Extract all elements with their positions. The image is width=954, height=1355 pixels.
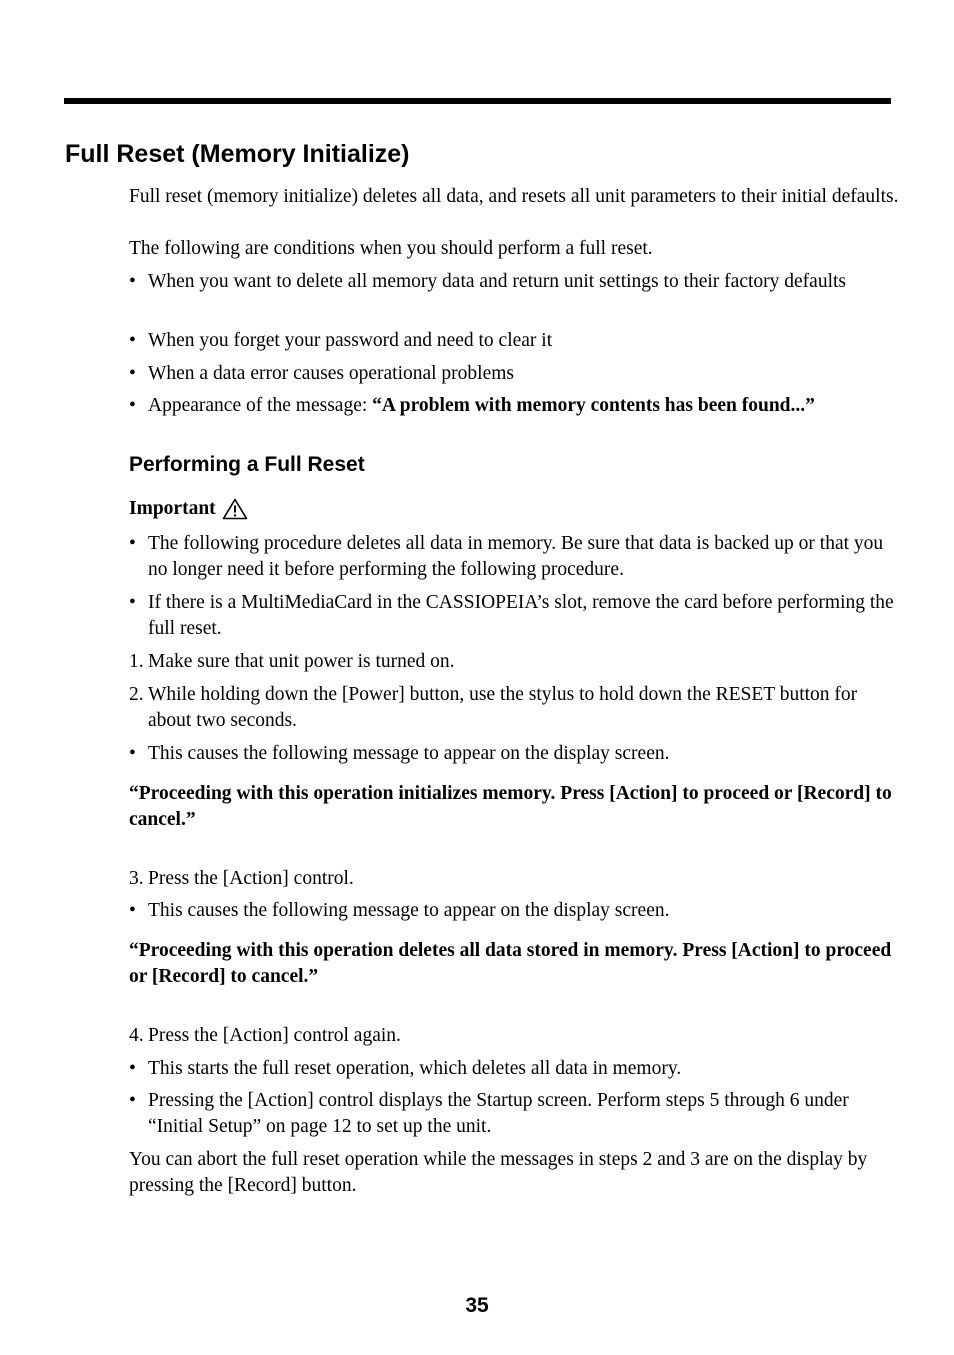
bullet: •	[129, 900, 136, 921]
important-text-item: The following procedure deletes all data in memory. Be sure that data is backed up or that you no longer need it before performing the following procedure.	[148, 533, 884, 580]
condition-text: When a data error causes operational problems	[148, 363, 515, 384]
intro-paragraph: Full reset (memory initialize) deletes all data, and resets all unit parameters to their initial defaults.	[129, 186, 899, 207]
step-1	[129, 649, 899, 675]
subsection-title: Performing a Full Reset	[129, 453, 365, 476]
step-text: Press the [Action] control.	[148, 868, 354, 889]
step-4	[129, 1023, 899, 1049]
bullet: •	[129, 743, 136, 764]
bullet: •	[129, 592, 136, 613]
bullet: •	[129, 395, 136, 416]
step-number: 4.	[129, 1025, 144, 1046]
condition-item	[129, 361, 899, 387]
condition-text: When you forget your password and need to clear it	[148, 330, 553, 351]
bullet: •	[129, 1058, 136, 1079]
display-message: “Proceeding with this operation initializes memory. Press [Action] to proceed or [Record] to cancel.”	[129, 783, 892, 830]
closing-paragraph: You can abort the full reset operation while the messages in steps 2 and 3 are on the display by pressing the [Record] button.	[129, 1149, 868, 1196]
condition-item	[129, 269, 899, 295]
bullet: •	[129, 330, 136, 351]
condition-message-prefix: Appearance of the message:	[148, 395, 373, 416]
page-number: 35	[465, 1294, 489, 1317]
condition-item	[129, 393, 899, 419]
step-note-text: This starts the full reset operation, which deletes all data in memory.	[148, 1058, 682, 1079]
bullet: •	[129, 363, 136, 384]
step-note-text: This causes the following message to appear on the display screen.	[148, 900, 670, 921]
step-note	[129, 1056, 899, 1082]
bullet: •	[129, 1090, 136, 1111]
condition-item	[129, 328, 899, 354]
header-rule	[64, 98, 891, 104]
step-note-text: This causes the following message to appear on the display screen.	[148, 743, 670, 764]
step-number: 3.	[129, 868, 144, 889]
important-label	[129, 496, 248, 522]
display-message: “Proceeding with this operation deletes all data stored in memory. Press [Action] to proceed or [Record] to cancel.”	[129, 940, 892, 987]
step-3	[129, 866, 899, 892]
important-item	[129, 531, 899, 583]
step-text: While holding down the [Power] button, use the stylus to hold down the RESET button for about two seconds.	[148, 684, 858, 731]
step-note	[129, 898, 899, 924]
step-2	[129, 682, 899, 734]
important-text-item: If there is a MultiMediaCard in the CASSIOPEIA’s slot, remove the card before performing the full reset.	[148, 592, 894, 639]
intro-conditions-lead: The following are conditions when you should perform a full reset.	[129, 238, 653, 259]
bullet: •	[129, 533, 136, 554]
bullet: •	[129, 271, 136, 292]
condition-text: When you want to delete all memory data and return unit settings to their factory defaults	[148, 271, 846, 292]
step-number: 2.	[129, 684, 144, 705]
condition-text	[148, 393, 899, 419]
step-text: Make sure that unit power is turned on.	[148, 651, 455, 672]
step-text: Press the [Action] control again.	[148, 1025, 401, 1046]
section-title: Full Reset (Memory Initialize)	[65, 140, 410, 168]
important-item	[129, 590, 899, 642]
important-text: Important	[129, 498, 216, 519]
step-note-text: Pressing the [Action] control displays the Startup screen. Perform steps 5 through 6 under “Initial Setup” on page 12 to set up the unit.	[148, 1090, 849, 1137]
step-note	[129, 741, 899, 767]
condition-message: “A problem with memory contents has been found...”	[372, 395, 815, 416]
step-number: 1.	[129, 651, 144, 672]
step-note	[129, 1088, 899, 1140]
warning-triangle-icon	[222, 498, 248, 520]
